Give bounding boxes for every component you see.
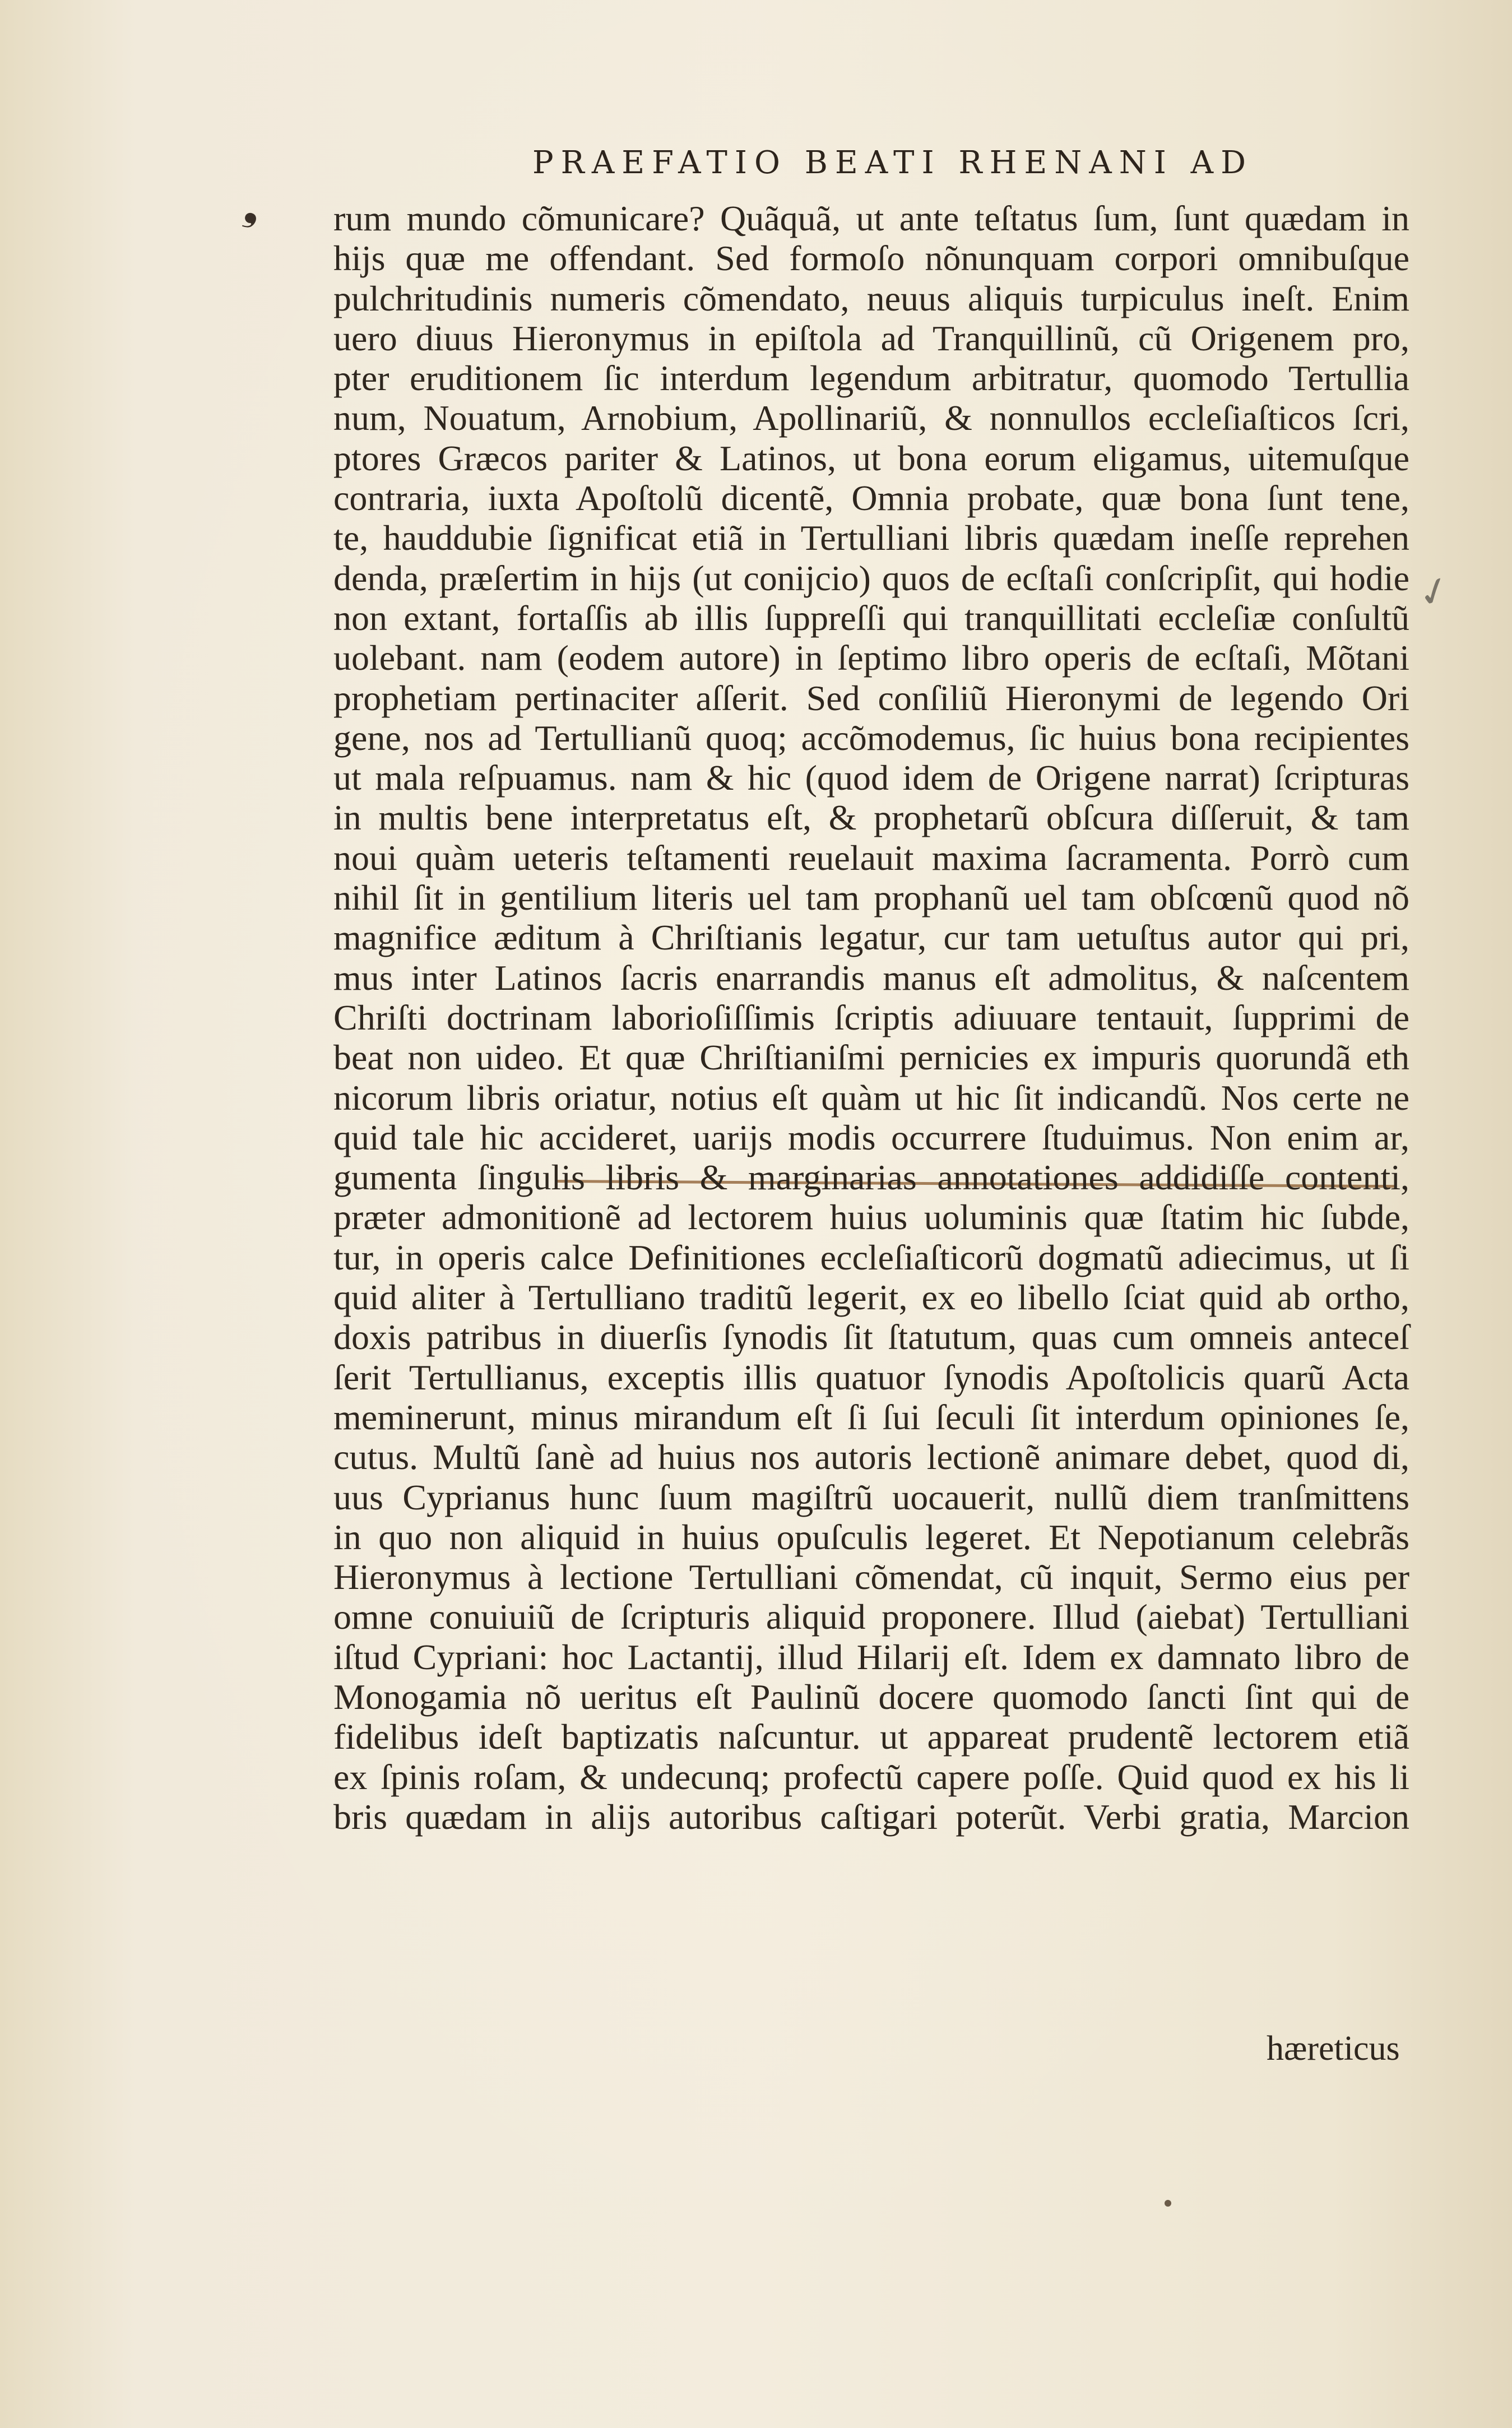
text-line: tur, in operis calce Definitiones eccleſiaſticorũ dogmatũ adiecimus, ut ſi (333, 1237, 1409, 1277)
text-line: Chriſti doctrinam laborioſiſſimis ſcriptis adiuuare tentauit, ſupprimi de (333, 997, 1409, 1037)
text-line: quid aliter à Tertulliano traditũ legerit, ex eo libello ſciat quid ab ortho, (333, 1277, 1409, 1318)
text-line: prophetiam pertinaciter aſſerit. Sed conſiliũ Hieronymi de legendo Ori (333, 678, 1409, 718)
text-line: Hieronymus à lectione Tertulliani cõmendat, cũ inquit, Sermo eius per (333, 1557, 1409, 1597)
text-line: ex ſpinis roſam, & undecunq; profectũ capere poſſe. Quid quod ex his li (333, 1757, 1409, 1797)
text-line: num, Nouatum, Arnobium, Apollinariũ, & nonnullos eccleſiaſticos ſcri, (333, 398, 1409, 438)
text-line: in multis bene interpretatus eſt, & prophetarũ obſcura diſſeruit, & tam (333, 798, 1409, 838)
ink-dot-mark (1165, 2200, 1171, 2207)
text-line: fidelibus ideſt baptizatis naſcuntur. ut appareat prudentẽ lectorem etiã (333, 1717, 1409, 1757)
text-line: quid tale hic accideret, uarijs modis occurrere ſtuduimus. Non enim ar, (333, 1117, 1409, 1157)
text-line: noui quàm ueteris teſtamenti reuelauit maxima ſacramenta. Porrò cum (333, 837, 1409, 878)
text-line: rum mundo cõmunicare? Quãquã, ut ante teſtatus ſum, ſunt quædam in (333, 198, 1409, 238)
text-line: uolebant. nam (eodem autore) in ſeptimo libro operis de ecſtaſi, Mõtani (333, 638, 1409, 678)
text-line: denda, præſertim in hijs (ut conijcio) quos de ecſtaſi conſcripſit, qui hodie (333, 558, 1409, 598)
margin-check-mark-icon: ✓ (1411, 564, 1457, 619)
text-line: præter admonitionẽ ad lectorem huius uoluminis quæ ſtatim hic ſubde, (333, 1197, 1409, 1238)
margin-tick-mark-icon: ❟ (239, 183, 270, 233)
text-line: uero diuus Hieronymus in epiſtola ad Tranquillinũ, cũ Origenem pro, (333, 318, 1409, 358)
text-block (333, 198, 1409, 1837)
text-line: ut mala reſpuamus. nam & hic (quod idem de Origene narrat) ſcripturas (333, 758, 1409, 798)
text-line: uus Cyprianus hunc ſuum magiſtrũ uocauerit, nullũ diem tranſmittens (333, 1477, 1409, 1517)
text-line: Monogamia nõ ueritus eſt Paulinũ docere quomodo ſancti ſint qui de (333, 1676, 1409, 1717)
text-line: bris quædam in alijs autoribus caſtigari poterũt. Verbi gratia, Marcion (333, 1796, 1409, 1837)
text-line: gene, nos ad Tertullianũ quoq; accõmodemus, ſic huius bona recipientes (333, 717, 1409, 758)
text-line: gumenta ſingulis libris & marginarias annotationes addidiſſe contenti, (333, 1157, 1409, 1198)
text-line: meminerunt, minus mirandum eſt ſi ſui ſeculi ſit interdum opiniones ſe, (333, 1397, 1409, 1437)
catchword: hæreticus (1267, 2029, 1400, 2068)
running-head: PRAEFATIO BEATI RHENANI AD (532, 145, 1253, 181)
text-line: mus inter Latinos ſacris enarrandis manus eſt admolitus, & naſcentem (333, 957, 1409, 998)
text-line: iſtud Cypriani: hoc Lactantij, illud Hilarij eſt. Idem ex damnato libro de (333, 1637, 1409, 1677)
text-line: in quo non aliquid in huius opuſculis legeret. Et Nepotianum celebrãs (333, 1517, 1409, 1557)
text-line: pulchritudinis numeris cõmendato, neuus aliquis turpiculus ineſt. Enim (333, 278, 1409, 318)
text-line: magnifice æditum à Chriſtianis legatur, cur tam uetuſtus autor qui pri, (333, 918, 1409, 958)
text-line: nihil ſit in gentilium literis uel tam prophanũ uel tam obſcœnũ quod nõ (333, 878, 1409, 918)
text-line: ptores Græcos pariter & Latinos, ut bona eorum eligamus, uitemuſque (333, 438, 1409, 478)
text-line: nicorum libris oriatur, notius eſt quàm ut hic ſit indicandũ. Nos certe ne (333, 1077, 1409, 1118)
text-line: beat non uideo. Et quæ Chriſtianiſmi pernicies ex impuris quorundã eth (333, 1037, 1409, 1078)
text-line: omne conuiuiũ de ſcripturis aliquid proponere. Illud (aiebat) Tertulliani (333, 1597, 1409, 1637)
text-line: pter eruditionem ſic interdum legendum arbitratur, quomodo Tertullia (333, 358, 1409, 399)
text-line: contraria, iuxta Apoſtolũ dicentẽ, Omnia probate, quæ bona ſunt tene, (333, 478, 1409, 518)
text-line: cutus. Multũ ſanè ad huius nos autoris lectionẽ animare debet, quod di, (333, 1437, 1409, 1477)
text-line: doxis patribus in diuerſis ſynodis ſit ſtatutum, quas cum omneis anteceſ (333, 1317, 1409, 1357)
text-line: ſerit Tertullianus, exceptis illis quatuor ſynodis Apoſtolicis quarũ Acta (333, 1357, 1409, 1397)
text-line: te, hauddubie ſignificat etiã in Tertulliani libris quædam ineſſe reprehen (333, 518, 1409, 558)
text-line: hijs quæ me offendant. Sed formoſo nõnunquam corpori omnibuſque (333, 238, 1409, 279)
text-line: non extant, fortaſſis ab illis ſuppreſſi qui tranquillitati eccleſiæ conſultũ (333, 597, 1409, 638)
